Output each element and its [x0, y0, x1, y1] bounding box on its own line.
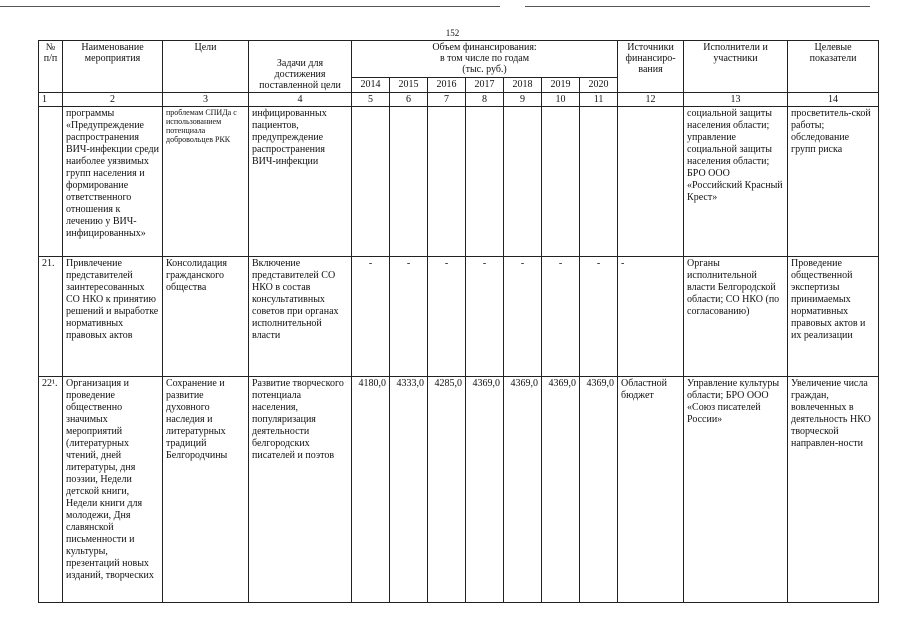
column-number: 2: [63, 93, 163, 107]
row-year-value: -: [542, 257, 580, 377]
header-funding: Объем финансирования: в том числе по годам (тыс. руб.): [352, 41, 618, 78]
column-number: 11: [580, 93, 618, 107]
row-goals: Сохранение и развитие духовного наследия и литературных традиций Белгородчины: [163, 377, 249, 603]
row-year-value: [580, 107, 618, 257]
row-year-value: -: [390, 257, 428, 377]
year-header: 2020: [580, 78, 618, 93]
header-name: Наименование мероприятия: [63, 41, 163, 93]
year-header: 2017: [466, 78, 504, 93]
column-number: 13: [684, 93, 788, 107]
column-number: 5: [352, 93, 390, 107]
header-row: [39, 41, 879, 78]
year-header: 2016: [428, 78, 466, 93]
year-header: 2014: [352, 78, 390, 93]
row-year-value: -: [352, 257, 390, 377]
header-tasks: Задачи для достижения поставленной цели: [249, 41, 352, 93]
column-number: 4: [249, 93, 352, 107]
table-row: [39, 377, 879, 603]
row-year-value: [542, 107, 580, 257]
row-year-value: -: [580, 257, 618, 377]
row-executors: Органы исполнительной власти Белгородской области; СО НКО (по согласованию): [684, 257, 788, 377]
column-number: 9: [504, 93, 542, 107]
column-number: 7: [428, 93, 466, 107]
row-num: [39, 107, 63, 257]
row-goals: Консолидация гражданского общества: [163, 257, 249, 377]
table-row: [39, 107, 879, 257]
page-number: 152: [445, 28, 460, 38]
row-source: Областной бюджет: [618, 377, 684, 603]
row-goals: проблемам СПИДа с использованием потенциала добровольцев РКК: [163, 107, 249, 257]
header-goals: Цели: [163, 41, 249, 93]
row-year-value: [390, 107, 428, 257]
row-name: Организация и проведение общественно значимых мероприятий (литературных чтений, дней литературы, дня поэзии, Недели детской книги, Недели книги для молодежи, Дня славянской письменности и культуры, презентаций новых изданий, творческих: [63, 377, 163, 603]
row-year-value: [504, 107, 542, 257]
row-source: -: [618, 257, 684, 377]
row-targets: просветитель-ской работы; обследование групп риска: [788, 107, 879, 257]
row-name: программы «Предупреждение распространения ВИЧ-инфекции среди наиболее уязвимых групп населения и формирование ответственного отношения к лечению у ВИЧ-инфицированных»: [63, 107, 163, 257]
row-year-value: 4369,0: [504, 377, 542, 603]
row-year-value: 4180,0: [352, 377, 390, 603]
row-year-value: -: [466, 257, 504, 377]
row-year-value: 4333,0: [390, 377, 428, 603]
column-number: 1: [39, 93, 63, 107]
row-year-value: 4369,0: [542, 377, 580, 603]
row-num: 22¹.: [39, 377, 63, 603]
header-executors: Исполнители и участники: [684, 41, 788, 93]
row-year-value: [352, 107, 390, 257]
row-targets: Проведение общественной экспертизы принимаемых нормативных правовых актов и их реализации: [788, 257, 879, 377]
year-header: 2015: [390, 78, 428, 93]
funding-table: [38, 40, 879, 603]
row-source: [618, 107, 684, 257]
row-year-value: [428, 107, 466, 257]
row-num: 21.: [39, 257, 63, 377]
row-year-value: 4285,0: [428, 377, 466, 603]
year-header: 2019: [542, 78, 580, 93]
row-year-value: [466, 107, 504, 257]
column-number: 8: [466, 93, 504, 107]
column-number: 12: [618, 93, 684, 107]
table-row: [39, 257, 879, 377]
column-number: 14: [788, 93, 879, 107]
header-num: № п/п: [39, 41, 63, 93]
row-targets: Увеличение числа граждан, вовлеченных в деятельность НКО творческой направлен-ности: [788, 377, 879, 603]
column-number: 6: [390, 93, 428, 107]
year-header: 2018: [504, 78, 542, 93]
column-number: 3: [163, 93, 249, 107]
header-sources: Источники финансиро- вания: [618, 41, 684, 93]
row-tasks: Развитие творческого потенциала населения, популяризация деятельности белгородских писателей и поэтов: [249, 377, 352, 603]
row-executors: Управление культуры области; БРО ООО «Союз писателей России»: [684, 377, 788, 603]
top-rule-left: [0, 6, 500, 7]
column-number: 10: [542, 93, 580, 107]
column-numbers-row: [39, 93, 879, 107]
row-year-value: -: [504, 257, 542, 377]
row-year-value: -: [428, 257, 466, 377]
row-executors: социальной защиты населения области; управление социальной защиты населения области; БРО ООО «Российский Красный Крест»: [684, 107, 788, 257]
row-year-value: 4369,0: [580, 377, 618, 603]
row-name: Привлечение представителей заинтересованных СО НКО к принятию решений и выработке нормативных правовых актов: [63, 257, 163, 377]
top-rule-right: [525, 6, 870, 7]
row-tasks: Включение представителей СО НКО в состав консультативных советов при органах исполнительной власти: [249, 257, 352, 377]
row-year-value: 4369,0: [466, 377, 504, 603]
header-targets: Целевые показатели: [788, 41, 879, 93]
row-tasks: инфицированных пациентов, предупреждение распространения ВИЧ-инфекции: [249, 107, 352, 257]
